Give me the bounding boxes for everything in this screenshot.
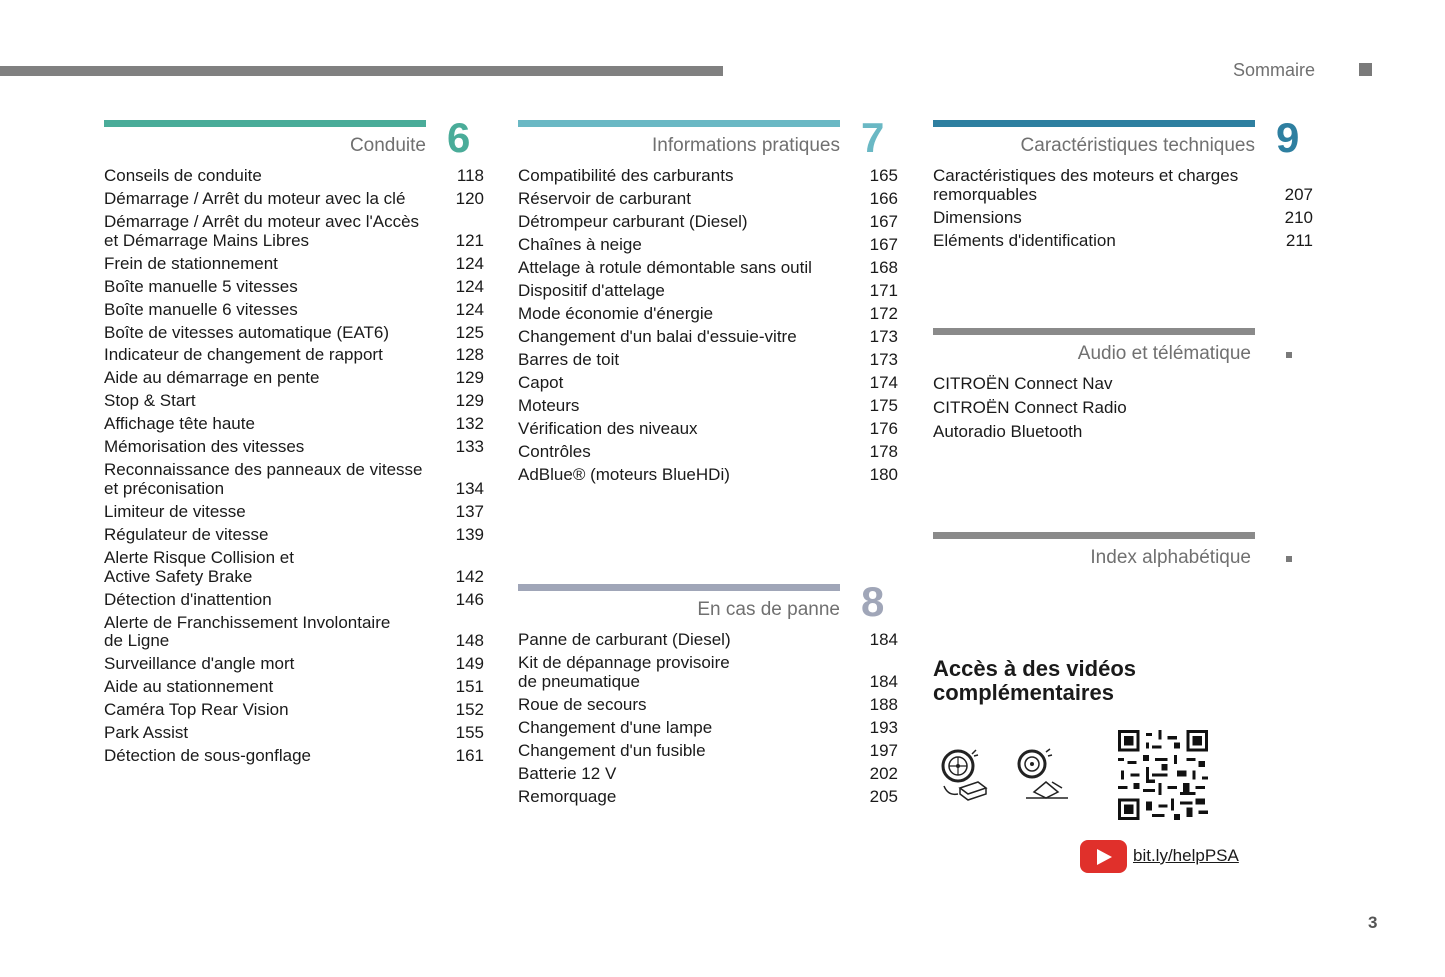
toc-entry-page: 184 (869, 630, 898, 649)
toc-entry-page: 180 (869, 464, 898, 484)
section-title: Caractéristiques techniques (1020, 135, 1255, 156)
toc-entry-page: 161 (455, 746, 484, 766)
toc-entry-page: 129 (455, 368, 484, 388)
toc-entry-label: Compatibilité des carburants (518, 166, 734, 185)
toc-entry-label: Changement d'une lampe (518, 717, 713, 737)
toc-entry-page: 166 (869, 188, 898, 208)
toc-entry[interactable] (518, 719, 898, 738)
toc-entry-label: Dimensions (933, 207, 1022, 227)
section-title[interactable]: Index alphabétique (1090, 547, 1251, 568)
toc-entry[interactable] (104, 614, 484, 651)
toc-entry[interactable] (518, 443, 898, 462)
toc-entry-page: 129 (455, 391, 484, 411)
toc-entry[interactable] (104, 392, 484, 411)
toc-entry-page: 193 (869, 717, 898, 737)
toc-entry-label: Eléments d'identification (933, 230, 1116, 250)
toc-entry[interactable] (933, 167, 1313, 204)
toc-entry-page: 174 (869, 372, 898, 392)
toc-entry-page: 176 (869, 418, 898, 438)
toc-entry-page: 207 (1284, 184, 1313, 204)
toc-entry-page: 124 (455, 299, 484, 319)
header-square (1359, 63, 1372, 76)
toc-entry[interactable] (933, 209, 1313, 228)
toc-entry-page: 167 (869, 234, 898, 254)
list-item[interactable]: Autoradio Bluetooth (933, 422, 1083, 441)
list-item[interactable]: CITROËN Connect Nav (933, 374, 1113, 393)
toc-entry[interactable] (104, 301, 484, 320)
toc-list-infos (518, 167, 898, 489)
toc-entry-label: Limiteur de vitesse (104, 501, 246, 521)
toc-entry[interactable] (518, 654, 898, 691)
toc-entry-label: Indicateur de changement de rapport (104, 345, 383, 365)
toc-entry-label: Aide au stationnement (104, 677, 274, 697)
toc-entry[interactable] (104, 591, 484, 610)
toc-entry-label: Roue de secours (518, 694, 647, 714)
toc-entry-label: Panne de carburant (Diesel) (518, 630, 731, 649)
toc-entry-page: 197 (869, 740, 898, 760)
toc-entry-page: 125 (455, 322, 484, 342)
section-title: Conduite (349, 135, 426, 156)
toc-entry-label: Vérification des niveaux (518, 418, 698, 438)
toc-entry[interactable] (104, 255, 484, 274)
toc-entry-label: Boîte de vitesses automatique (EAT6) (104, 322, 390, 342)
toc-entry[interactable] (104, 747, 484, 766)
toc-entry-page: 133 (455, 437, 484, 457)
toc-entry[interactable] (518, 328, 898, 347)
toc-entry-page: 173 (869, 326, 898, 346)
toc-entry[interactable] (104, 415, 484, 434)
toc-entry-page: 168 (869, 257, 898, 277)
toc-entry-label: Moteurs (518, 395, 580, 415)
list-item[interactable]: CITROËN Connect Radio (933, 398, 1127, 417)
toc-entry-label: Frein de stationnement (104, 253, 278, 273)
toc-entry[interactable] (104, 324, 484, 343)
section-number: 9 (1276, 114, 1300, 161)
toc-entry-page: 124 (455, 276, 484, 296)
toc-entry-page: 202 (869, 763, 898, 783)
toc-entry-page: 148 (455, 631, 484, 651)
toc-entry-label: Caractéristiques des moteurs et charges remorquables (933, 166, 1239, 204)
toc-entry-page: 205 (869, 786, 898, 806)
toc-list-panne (518, 631, 898, 810)
toc-entry[interactable] (518, 259, 898, 278)
toc-entry-page: 137 (455, 501, 484, 521)
videos-title: Accès à des vidéos complémentaires (933, 656, 1137, 705)
toc-entry[interactable] (104, 190, 484, 209)
toc-entry[interactable] (104, 278, 484, 297)
toc-entry[interactable] (518, 466, 898, 485)
video-link[interactable]: bit.ly/helpPSA (1133, 846, 1239, 865)
toc-entry-label: Barres de toit (518, 349, 620, 369)
toc-list-conduite (104, 167, 484, 770)
toc-entry-label: Mémorisation des vitesses (104, 437, 305, 457)
section-number: 6 (447, 114, 471, 161)
toc-entry[interactable] (104, 549, 484, 586)
tyre-repair-kit-icon (938, 748, 988, 804)
toc-entry[interactable] (518, 420, 898, 439)
toc-entry-page: 167 (869, 211, 898, 231)
section-bar (104, 120, 426, 127)
toc-entry[interactable] (518, 282, 898, 301)
toc-entry-label: Alerte Risque Collision et Active Safety Brake (104, 547, 294, 586)
toc-entry-page: 184 (869, 671, 898, 691)
toc-entry-page: 124 (455, 253, 484, 273)
header-bar (0, 66, 723, 76)
toc-entry[interactable] (104, 526, 484, 545)
page-number: 3 (1368, 913, 1378, 932)
toc-entry-label: Contrôles (518, 441, 591, 461)
section-title: Informations pratiques (652, 135, 840, 156)
toc-entry-label: Mode économie d'énergie (518, 303, 714, 323)
toc-entry[interactable] (104, 213, 484, 250)
toc-entry-page: 165 (869, 166, 898, 185)
toc-entry-page: 118 (456, 166, 484, 185)
youtube-icon[interactable] (1080, 840, 1127, 873)
toc-entry[interactable] (518, 696, 898, 715)
toc-entry-page: 134 (455, 479, 484, 498)
toc-entry-page: 152 (455, 700, 484, 720)
toc-entry-label: Stop & Start (104, 391, 196, 411)
toc-entry-page: 149 (455, 654, 484, 674)
toc-entry[interactable] (518, 397, 898, 416)
section-title: Audio et télématique (1077, 343, 1251, 364)
section-bar (518, 120, 840, 127)
toc-entry-label: Dispositif d'attelage (518, 280, 665, 300)
toc-entry-label: Régulateur de vitesse (104, 524, 269, 544)
toc-entry-label: Aide au démarrage en pente (104, 368, 320, 388)
toc-entry[interactable] (518, 742, 898, 761)
toc-entry-label: Affichage tête haute (104, 414, 255, 434)
toc-entry-page: 151 (455, 677, 484, 697)
section-marker (1286, 556, 1292, 562)
toc-entry[interactable] (104, 461, 484, 498)
toc-entry[interactable] (104, 678, 484, 697)
toc-entry-label: Conseils de conduite (104, 166, 262, 185)
toc-entry[interactable] (104, 655, 484, 674)
toc-entry-page: 211 (1285, 230, 1313, 250)
section-bar (933, 328, 1255, 335)
toc-entry-page: 172 (869, 303, 898, 323)
section-bar (518, 584, 840, 591)
toc-entry[interactable] (518, 374, 898, 393)
toc-entry-page: 175 (869, 395, 898, 415)
toc-entry-page: 142 (455, 566, 484, 586)
section-number: 8 (861, 578, 885, 625)
toc-entry[interactable] (104, 346, 484, 365)
toc-entry-page: 132 (455, 414, 484, 434)
toc-entry-page: 146 (455, 589, 484, 609)
toc-entry-page: 171 (869, 280, 898, 300)
toc-list-techniques (933, 167, 1313, 255)
toc-entry-page: 188 (869, 694, 898, 714)
toc-entry-label: Remorquage (518, 786, 617, 806)
toc-entry-label: Démarrage / Arrêt du moteur avec l'Accès et Démarrage Mains Libres (104, 211, 420, 250)
toc-entry-label: Détection d'inattention (104, 589, 272, 609)
toc-entry-label: Batterie 12 V (518, 763, 617, 783)
toc-entry-page: 178 (869, 441, 898, 461)
toc-entry-label: Boîte manuelle 5 vitesses (104, 276, 298, 296)
toc-entry[interactable] (104, 167, 484, 186)
toc-entry[interactable] (518, 788, 898, 807)
audio-list (933, 372, 1127, 444)
toc-entry[interactable] (104, 503, 484, 522)
toc-entry-page: 121 (455, 230, 484, 250)
page-title: Sommaire (1232, 60, 1315, 80)
toc-entry[interactable] (104, 724, 484, 743)
toc-entry[interactable] (518, 765, 898, 784)
toc-entry-label: Détrompeur carburant (Diesel) (518, 211, 748, 231)
toc-entry-page: 173 (869, 349, 898, 369)
toc-entry-page: 155 (455, 723, 484, 743)
toc-entry[interactable] (518, 190, 898, 209)
section-marker (1286, 352, 1292, 358)
toc-entry-label: Capot (518, 372, 564, 392)
toc-entry[interactable] (518, 213, 898, 232)
toc-entry-page: 128 (455, 345, 484, 365)
toc-entry[interactable] (518, 305, 898, 324)
toc-entry[interactable] (518, 351, 898, 370)
toc-entry-label: Boîte manuelle 6 vitesses (104, 299, 298, 319)
toc-entry-page: 120 (455, 188, 484, 208)
toc-entry[interactable] (104, 701, 484, 720)
toc-entry-label: Alerte de Franchissement Involontaire de Ligne (104, 612, 391, 651)
toc-entry[interactable] (518, 236, 898, 255)
toc-entry-label: Changement d'un balai d'essuie-vitre (518, 326, 797, 346)
toc-entry-label: Changement d'un fusible (518, 740, 706, 760)
toc-entry-label: Kit de dépannage provisoire de pneumatique (518, 652, 730, 691)
section-number: 7 (861, 114, 885, 161)
section-bar (933, 120, 1255, 127)
toc-entry-page: 139 (455, 524, 484, 544)
section-title: En cas de panne (697, 599, 840, 620)
section-bar (933, 532, 1255, 539)
toc-entry-label: Park Assist (104, 723, 189, 743)
toc-entry[interactable] (933, 232, 1313, 251)
toc-entry-label: Reconnaissance des panneaux de vitesse et préconisation (104, 460, 423, 498)
toc-entry-page: 210 (1284, 207, 1313, 227)
toc-entry-label: AdBlue® (moteurs BlueHDi) (518, 464, 730, 484)
toc-entry[interactable] (104, 369, 484, 388)
toc-entry-label: Détection de sous-gonflage (104, 746, 311, 766)
toc-entry-label: Réservoir de carburant (518, 188, 691, 208)
toc-entry-label: Chaînes à neige (518, 234, 642, 254)
qr-code-icon[interactable] (1118, 730, 1208, 820)
toc-entry-label: Caméra Top Rear Vision (104, 700, 289, 720)
tyre-jack-icon (1012, 748, 1070, 804)
toc-entry[interactable] (518, 167, 898, 186)
toc-entry[interactable] (104, 438, 484, 457)
toc-entry-label: Surveillance d'angle mort (104, 654, 295, 674)
toc-entry-label: Démarrage / Arrêt du moteur avec la clé (104, 188, 406, 208)
toc-entry[interactable] (518, 631, 898, 650)
toc-entry-label: Attelage à rotule démontable sans outil (518, 257, 812, 277)
